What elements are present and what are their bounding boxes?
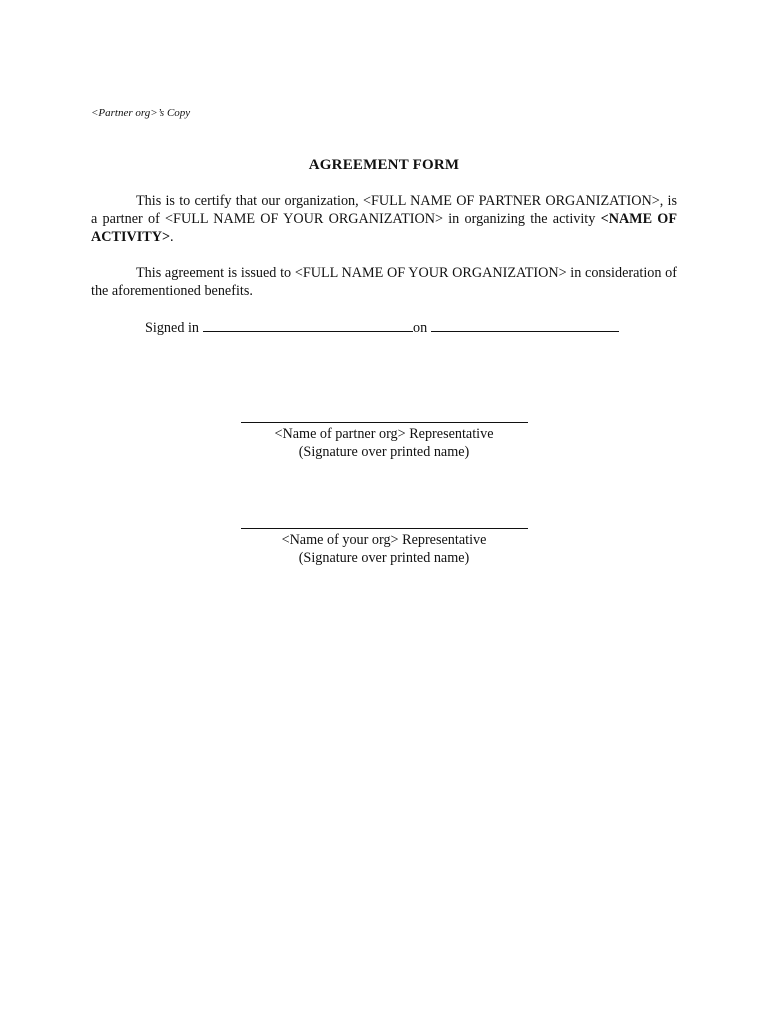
your-org-signature-block	[0, 528, 768, 567]
certification-paragraph	[91, 192, 677, 246]
partner-signature-line	[241, 422, 528, 423]
partner-representative-label: <Name of partner org> Representative	[274, 426, 494, 442]
activity-name-placeholder: <NAME OF ACTIVITY>	[91, 211, 677, 245]
signed-on-label: on	[413, 320, 428, 336]
signed-line	[145, 317, 619, 337]
document-title: AGREEMENT FORM	[308, 157, 460, 173]
your-org-signature-note: (Signature over printed name)	[298, 550, 470, 566]
issuance-paragraph: This agreement is issued to <FULL NAME OF YOUR ORGANIZATION> in consideration of the aforementioned benefits.	[91, 265, 677, 299]
signed-in-label: Signed in	[145, 320, 199, 336]
your-org-representative-label: <Name of your org> Representative	[281, 532, 487, 548]
your-org-signature-line	[241, 528, 528, 529]
certification-text: This is to certify that our organization, <FULL NAME OF PARTNER ORGANIZATION>, is a partner of <FULL NAME OF YOUR ORGANIZATION> in organizing the activity	[91, 193, 677, 227]
partner-signature-block	[0, 422, 768, 461]
signed-date-blank	[431, 317, 619, 332]
partner-signature-note: (Signature over printed name)	[298, 444, 470, 460]
signed-place-blank	[203, 317, 413, 332]
certification-text-end: .	[170, 229, 174, 245]
copy-label: <Partner org>’s Copy	[91, 107, 191, 119]
